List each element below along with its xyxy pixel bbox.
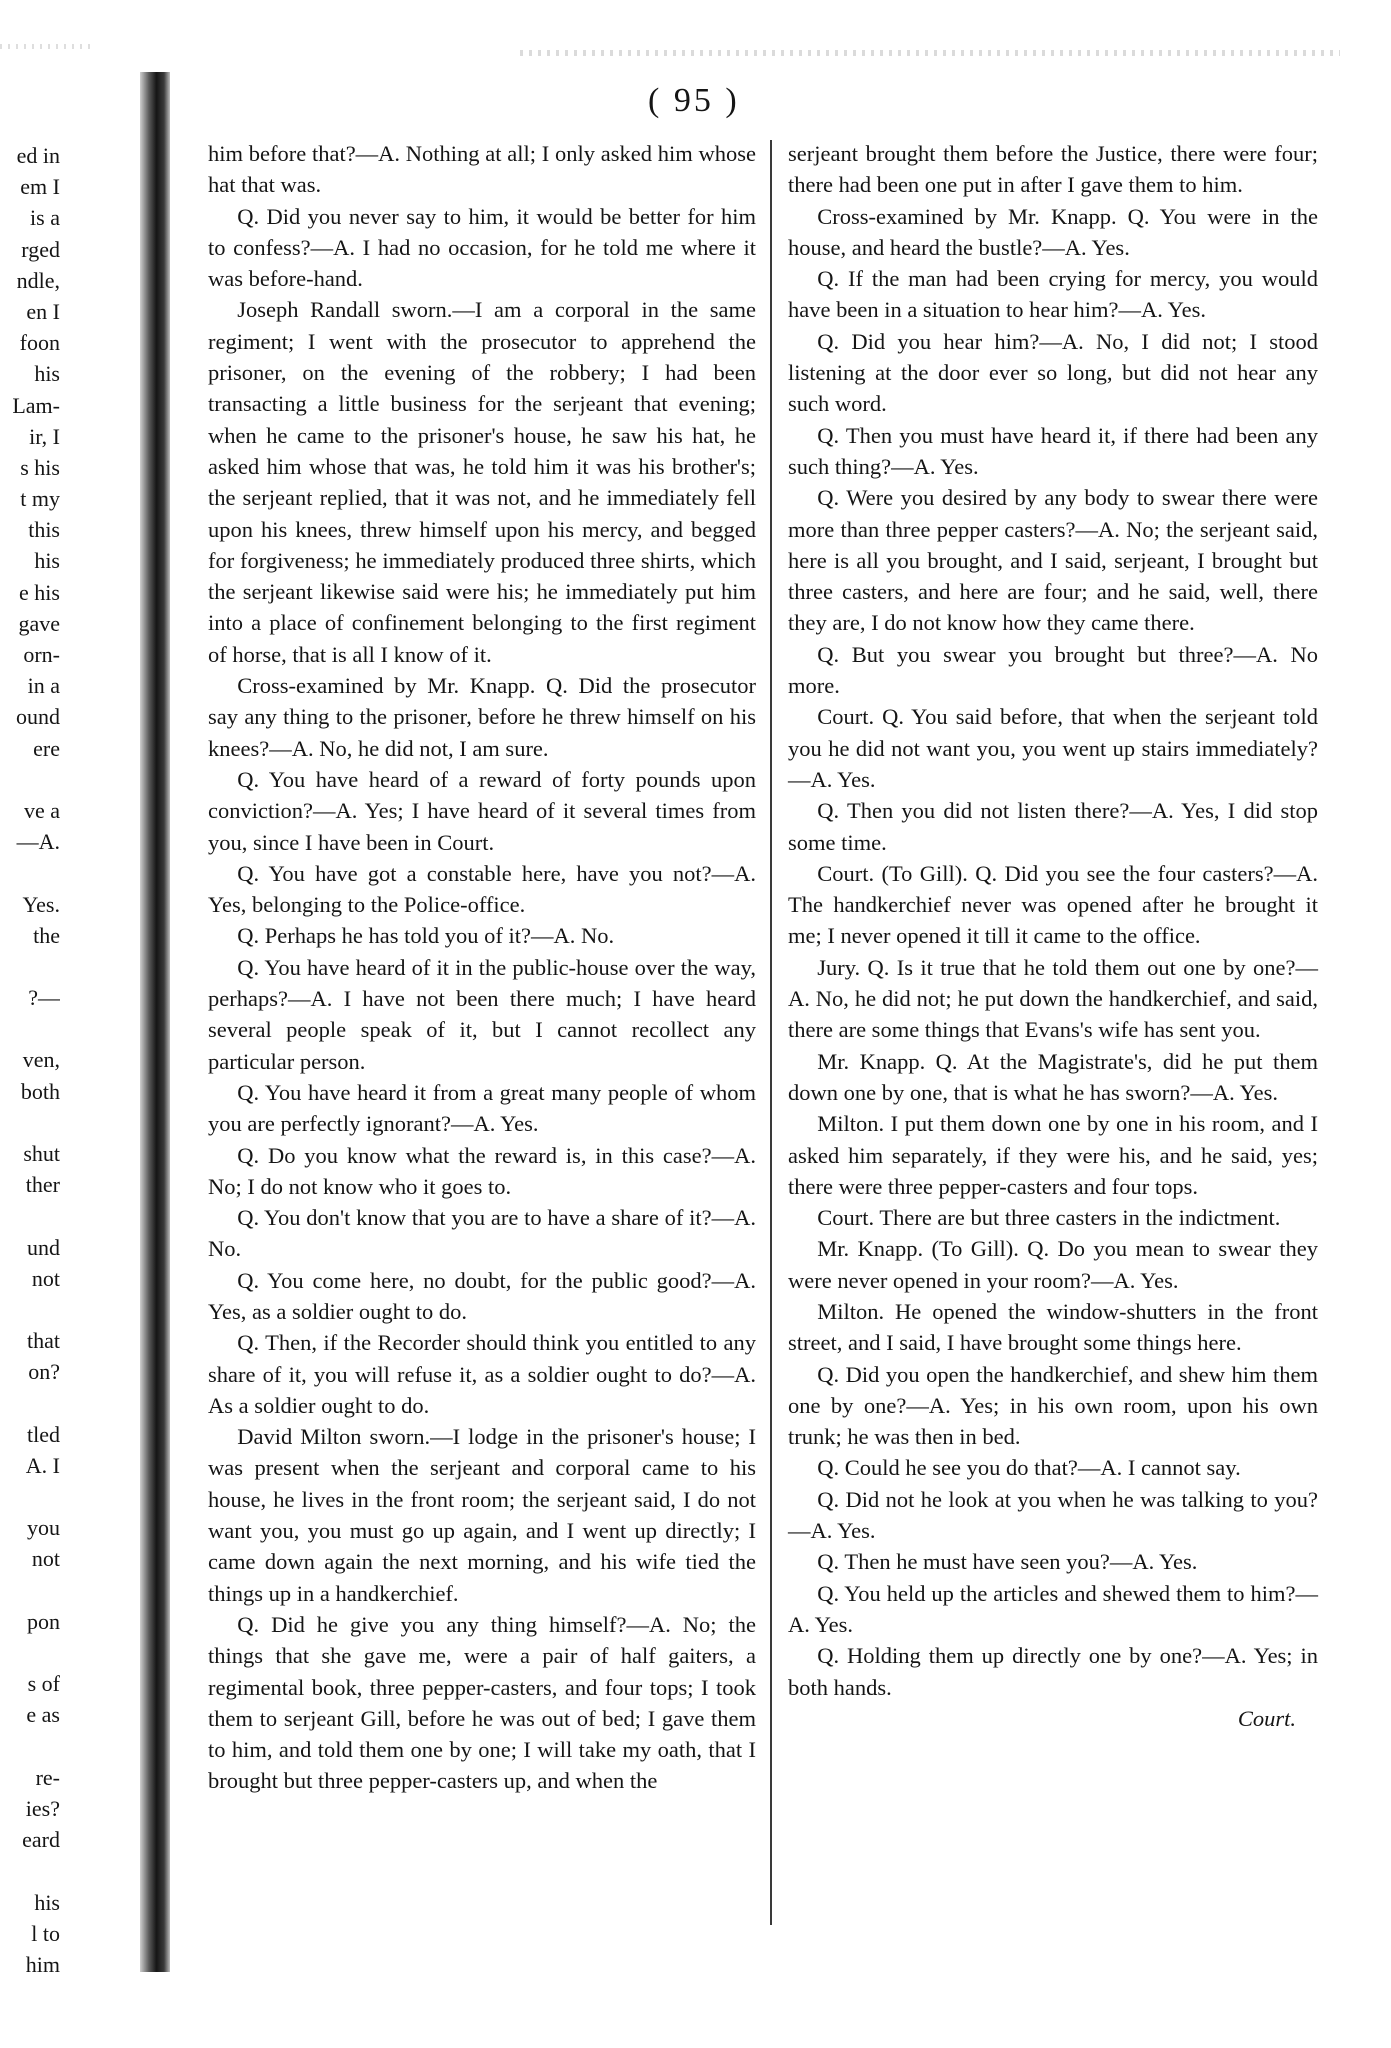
margin-fragment: is a <box>30 205 60 231</box>
margin-fragment: orn- <box>23 642 60 667</box>
paragraph: Q. You have heard of it in the public-house over the way, perhaps?—A. I have not been there much; I have heard several people speak of it, but I cannot recollect any particular person. <box>208 954 756 1074</box>
margin-fragment: gave <box>18 610 60 636</box>
margin-fragment: Lam- <box>12 392 60 418</box>
margin-fragment <box>0 951 60 982</box>
margin-fragment <box>0 764 60 795</box>
paragraph: Q. Perhaps he has told you of it?—A. No. <box>237 923 615 949</box>
paragraph: Q. You held up the articles and shewed them to him?—A. Yes. <box>788 1580 1318 1637</box>
margin-fragment <box>0 1200 60 1231</box>
margin-fragment: this <box>28 517 60 543</box>
margin-fragment <box>0 1294 60 1325</box>
paragraph: Q. Were you desired by any body to swear there were more than three pepper casters?—A. No; the serjeant said, here is all you brought, and I said, serjeant, I brought but three casters, and here are four; and he said, well, there they are, I do not know how they came there. <box>788 485 1318 636</box>
margin-fragment: ies? <box>25 1795 60 1821</box>
margin-fragment <box>0 1637 60 1668</box>
margin-fragment: e his <box>19 579 60 605</box>
margin-fragment: the <box>33 922 60 948</box>
paragraph: Court. There are but three casters in the indictment. <box>817 1205 1281 1231</box>
paragraph: Q. Then he must have seen you?—A. Yes. <box>817 1549 1198 1575</box>
page-number: ( 95 ) <box>648 82 740 119</box>
margin-fragment: not <box>31 1546 60 1572</box>
margin-fragment: t my <box>20 486 60 512</box>
paragraph: Q. You have heard of a reward of forty pounds upon conviction?—A. Yes; I have heard of it several times from you, since I have been in Court. <box>208 766 756 855</box>
paragraph: serjeant brought them before the Justice, there were four; there had been one put in after I gave them to him. <box>788 141 1318 198</box>
paragraph: Mr. Knapp. (To Gill). Q. Do you mean to swear they were never opened in your room?—A. Yes. <box>788 1236 1318 1293</box>
margin-fragment <box>0 857 60 888</box>
paragraph: Q. If the man had been crying for mercy, you would have been in a situation to hear him?—A. Yes. <box>788 266 1318 323</box>
paragraph: Q. Did he give you any thing himself?—A. No; the things that she gave me, were a pair of half gaiters, a regimental book, three pepper-casters, and four tops; I took them to serjeant Gill, before he was out of bed; I gave them to him, and told them one by one; I will take my oath, that I brought but three pepper-casters up, and when the <box>208 1611 756 1794</box>
paragraph: Q. You have got a constable here, have you not?—A. Yes, belonging to the Police-office. <box>208 860 756 918</box>
margin-fragment <box>0 1731 60 1762</box>
paragraph: Q. Did you open the handkerchief, and shew him them one by one?—A. Yes; in his own room, upon his own trunk; he was then in bed. <box>788 1361 1318 1450</box>
margin-fragment: ther <box>25 1172 60 1198</box>
margin-fragment: his <box>34 361 60 387</box>
margin-fragment <box>0 1388 60 1419</box>
paragraph: him before that?—A. Nothing at all; I only asked him whose hat that was. <box>208 141 756 198</box>
margin-fragment: ir, I <box>29 423 60 449</box>
margin-fragment: rged <box>21 236 60 262</box>
paragraph: Q. Did you never say to him, it would be better for him to confess?—A. I had no occasion, for he told me where it was before-hand. <box>208 203 756 292</box>
margin-fragment: re- <box>35 1764 60 1790</box>
margin-fragment <box>0 1575 60 1606</box>
previous-page-edge <box>0 140 60 1980</box>
paragraph: Q. But you swear you brought but three?—A. No more. <box>788 641 1318 699</box>
binding-gutter <box>140 72 170 1972</box>
margin-fragment: en I <box>26 298 60 324</box>
margin-fragment: A. I <box>25 1452 60 1478</box>
margin-fragment: ?— <box>28 985 60 1011</box>
margin-fragment: ound <box>16 704 60 730</box>
paragraph: Q. Then you must have heard it, if there had been any such thing?—A. Yes. <box>788 422 1318 479</box>
paragraph: Q. You come here, no doubt, for the public good?—A. Yes, as a soldier ought to do. <box>208 1267 756 1324</box>
margin-fragment <box>0 1481 60 1512</box>
margin-fragment: s of <box>27 1671 60 1697</box>
paragraph: Court. (To Gill). Q. Did you see the four casters?—A. The handkerchief never was opened after he brought it me; I never opened it till it came to the office. <box>788 860 1318 949</box>
margin-fragment: shut <box>23 1141 60 1166</box>
paragraph: Q. Then you did not listen there?—A. Yes, I did stop some time. <box>788 798 1318 855</box>
paragraph: Q. Could he see you do that?—A. I cannot say. <box>817 1455 1241 1481</box>
paragraph: Q. Did not he look at you when he was talking to you?—A. Yes. <box>788 1486 1318 1544</box>
margin-fragment: not <box>31 1265 60 1291</box>
margin-fragment: Yes. <box>22 891 60 917</box>
margin-fragment: pon <box>27 1608 60 1634</box>
paragraph: Milton. He opened the window-shutters in the front street, and I said, I have brought some things here. <box>788 1298 1318 1356</box>
paragraph: Joseph Randall sworn.—I am a corporal in the same regiment; I went with the prosecutor to apprehend the prisoner, on the evening of the robbery; I had been transacting a little business for the serjeant that evening; when he came to the prisoner's house, he saw his hat, he asked him whose that was, he told him it was his brother's; the serjeant replied, that it was not, and he immediately fell upon his knees, threw himself upon his mercy, and begged for forgiveness; he immediately produced three shirts, which the serjeant likewise said were his; he immediately put him into a place of confinement belonging to the first regiment of horse, that is all I know of it. <box>208 297 756 667</box>
margin-fragment <box>0 1013 60 1044</box>
margin-fragment: him <box>25 1951 60 1977</box>
margin-fragment: you <box>27 1515 60 1541</box>
paragraph: Cross-examined by Mr. Knapp. Q. You were in the house, and heard the bustle?—A. Yes. <box>788 203 1318 260</box>
paragraph: Court. Q. You said before, that when the serjeant told you he did not want you, you went up stairs immediately?—A. Yes. <box>788 704 1318 792</box>
right-column <box>788 138 1318 1734</box>
margin-fragment: that <box>27 1328 60 1354</box>
paragraph: Q. You don't know that you are to have a share of it?—A. No. <box>208 1205 756 1262</box>
margin-fragment: ven, <box>22 1047 60 1073</box>
margin-fragment: ed in <box>16 143 60 168</box>
paragraph: Q. Do you know what the reward is, in this case?—A. No; I do not know who it goes to. <box>208 1142 756 1199</box>
margin-fragment: eard <box>22 1827 60 1853</box>
margin-fragment: both <box>20 1078 60 1104</box>
scan-noise <box>0 44 90 49</box>
column-divider <box>770 140 772 1925</box>
paragraph: Jury. Q. Is it true that he told them out one by one?—A. No, he did not; he put down the handkerchief, and said, there are some things that Evans's wife has sent you. <box>788 954 1318 1043</box>
margin-fragment: foon <box>19 330 60 356</box>
margin-fragment: in a <box>27 673 60 699</box>
paragraph: David Milton sworn.—I lodge in the prisoner's house; I was present when the serjeant and corporal came to his house, he lives in the front room; the serjeant said, I do not want you, you must go up again, and I went up directly; I came down again the next morning, and his wife tied the things up in a handkerchief. <box>208 1424 756 1606</box>
margin-fragment: ve a <box>23 797 60 823</box>
paragraph: Q. You have heard it from a great many people of whom you are perfectly ignorant?—A. Yes. <box>208 1079 756 1137</box>
paragraph: Milton. I put them down one by one in his room, and I asked him separately, if they were his, and he said, yes; there were three pepper-casters and four tops. <box>788 1111 1318 1199</box>
margin-fragment: em I <box>20 174 60 200</box>
margin-fragment: tled <box>27 1421 60 1447</box>
margin-fragment: —A. <box>16 829 60 855</box>
paragraph: Q. Holding them up directly one by one?—A. Yes; in both hands. <box>788 1643 1318 1700</box>
scan-noise <box>520 50 1340 56</box>
margin-fragment: l to <box>31 1920 60 1946</box>
margin-fragment: on? <box>28 1359 60 1385</box>
margin-fragment <box>0 1107 60 1138</box>
margin-fragment: his <box>34 548 60 574</box>
paragraph: Mr. Knapp. Q. At the Magistrate's, did he put them down one by one, that is what he has sworn?—A. Yes. <box>788 1048 1318 1105</box>
margin-fragment: his <box>34 1889 60 1915</box>
margin-fragment: ndle, <box>16 267 60 293</box>
margin-fragment: und <box>27 1234 60 1260</box>
paragraph: Q. Did you hear him?—A. No, I did not; I stood listening at the door ever so long, but did not hear any such word. <box>788 328 1318 417</box>
margin-fragment: e as <box>26 1702 60 1728</box>
paragraph: Q. Then, if the Recorder should think you entitled to any share of it, you will refuse it, as a soldier ought to do?—A. As a soldier ought to do. <box>208 1330 756 1418</box>
margin-fragment: s his <box>20 454 60 480</box>
paragraph: Cross-examined by Mr. Knapp. Q. Did the prosecutor say any thing to the prisoner, before he threw himself on his knees?—A. No, he did not, I am sure. <box>208 673 756 761</box>
left-column <box>208 138 756 1797</box>
catchword: Court. <box>1237 1705 1296 1731</box>
margin-fragment <box>0 1855 60 1886</box>
margin-fragment: ere <box>33 735 60 761</box>
